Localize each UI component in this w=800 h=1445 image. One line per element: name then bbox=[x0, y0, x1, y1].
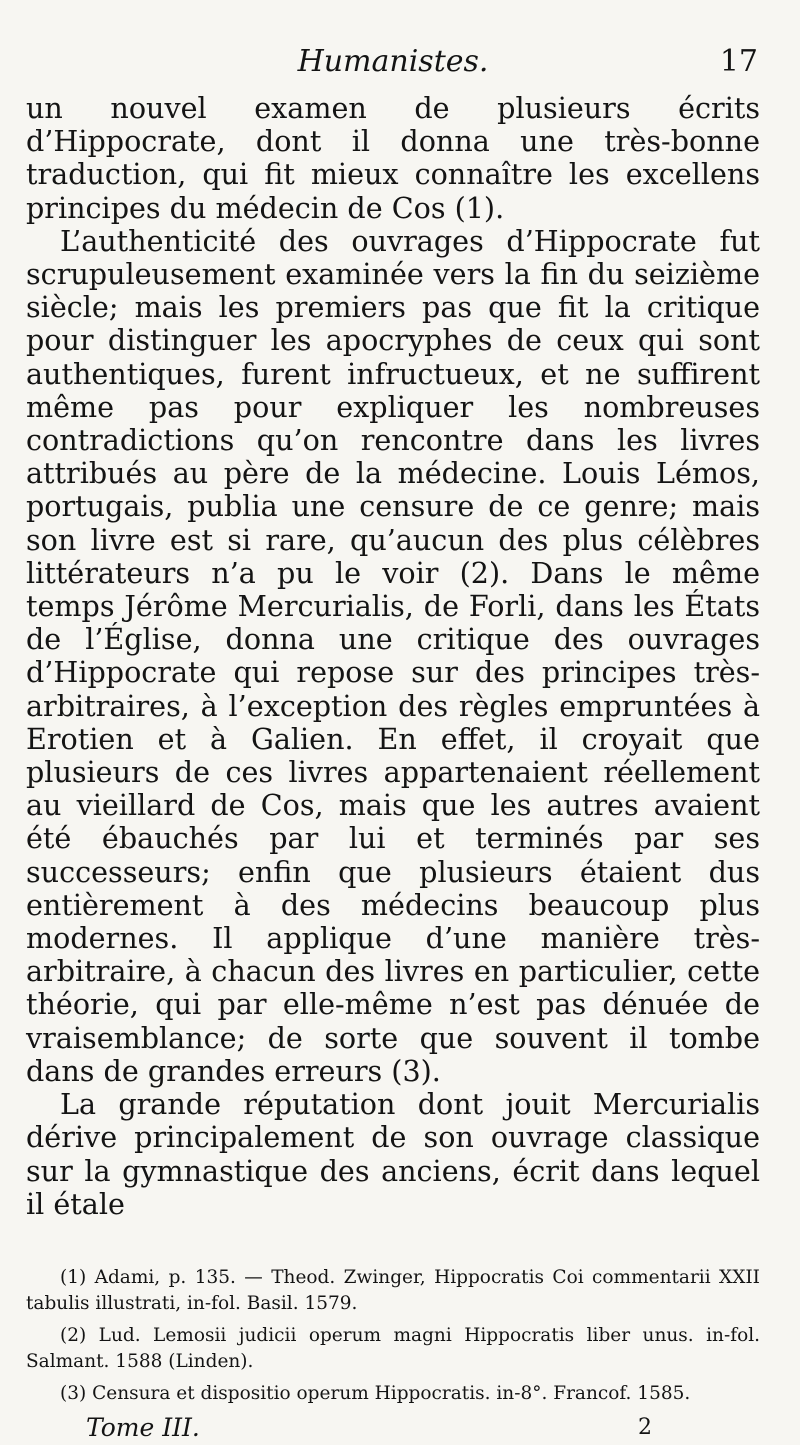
page-footer bbox=[26, 1413, 760, 1445]
footnote: (2) Lud. Lemosii judicii operum magni Hippocratis liber unus. in-fol. Salmant. 1588 (Linden). bbox=[26, 1324, 760, 1372]
footnotes bbox=[26, 1265, 760, 1407]
footnote: (1) Adami, p. 135. — Theod. Zwinger, Hippocratis Coi commentarii XXII tabulis illustrati, in-fol. Basil. 1579. bbox=[26, 1266, 760, 1314]
paragraph: La grande réputation dont jouit Mercurialis dérive principalement de son ouvrage classique sur la gymnastique des anciens, écrit dans lequel il étale bbox=[26, 1087, 760, 1221]
body-text bbox=[26, 92, 760, 1221]
running-title: Humanistes. bbox=[297, 44, 489, 79]
page-number: 17 bbox=[719, 44, 758, 79]
page-header bbox=[26, 36, 760, 92]
paragraph: un nouvel examen de plusieurs écrits d’Hippocrate, dont il donna une très-bonne traduction, qui fit mieux connaître les excellens principes du médecin de Cos (1). bbox=[26, 91, 760, 225]
paragraph: L’authenticité des ouvrages d’Hippocrate fut scrupuleusement examinée vers la fin du seizième siècle; mais les premiers pas que fit la critique pour distinguer les apocryphes de ceux qui sont authentiques, furent infructueux, et ne suffirent même pas pour expliquer les nombreuses contradictions qu’on rencontre dans les livres attribués au père de la médecine. Louis Lémos, portugais, publia une censure de ce genre; mais son livre est si rare, qu’aucun des plus célèbres littérateurs n’a pu le voir (2). Dans le même temps Jérôme Mercurialis, de Forli, dans les États de l’Église, donna une critique des ouvrages d’Hippocrate qui repose sur des principes très-arbitraires, à l’exception des règles empruntées à Erotien et à Galien. En effet, il croyait que plusieurs de ces livres appartenaient réellement au vieillard de Cos, mais que les autres avaient été ébauchés par lui et terminés par ses successeurs; enfin que plusieurs étaient dus entièrement à des médecins beaucoup plus modernes. Il applique d’une manière très-arbitraire, à chacun des livres en particulier, cette théorie, qui par elle-même n’est pas dénuée de vraisemblance; de sorte que souvent il tombe dans de grandes erreurs (3). bbox=[26, 223, 760, 1088]
signature-mark: 2 bbox=[638, 1414, 652, 1440]
footnote: (3) Censura et dispositio operum Hippocratis. in-8°. Francof. 1585. bbox=[60, 1382, 691, 1404]
volume-label: Tome III. bbox=[86, 1412, 200, 1442]
